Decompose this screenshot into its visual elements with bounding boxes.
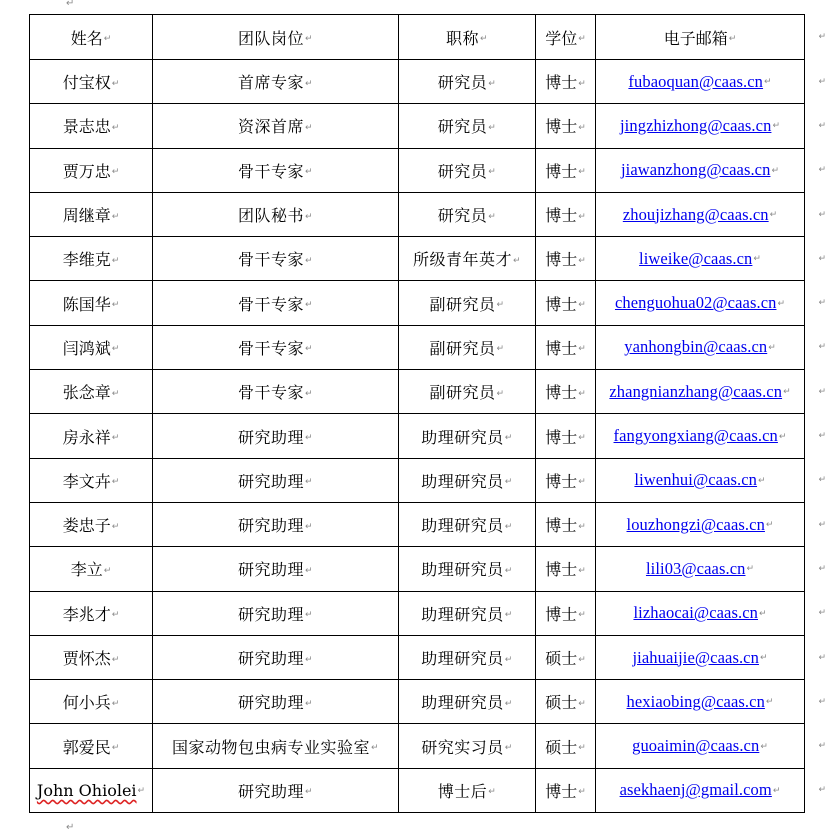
- email-link[interactable]: liwenhui@caas.cn: [634, 470, 758, 490]
- cell-degree: 博士↵: [536, 370, 596, 414]
- email-link[interactable]: chenguohua02@caas.cn: [614, 293, 777, 313]
- cell-name: 贾万忠↵: [30, 148, 153, 192]
- header-role: 团队岗位↵: [153, 15, 399, 60]
- email-link[interactable]: fangyongxiang@caas.cn: [613, 426, 778, 446]
- cell-role: 首席专家↵: [153, 60, 399, 104]
- cell-title: 研究实习员↵: [399, 724, 536, 768]
- cell-email: lizhaocai@caas.cn↵ ↵: [596, 591, 805, 635]
- email-link[interactable]: louzhongzi@caas.cn: [626, 514, 765, 534]
- table-row: [30, 148, 805, 192]
- cell-name: 李兆才↵: [30, 591, 153, 635]
- staff-table: [29, 14, 826, 813]
- table-row: [30, 458, 805, 502]
- table-row: [30, 502, 805, 546]
- cell-degree: 博士↵: [536, 547, 596, 591]
- header-degree: 学位↵: [536, 15, 596, 60]
- paragraph-mark: ↵: [66, 0, 75, 9]
- cell-degree: 博士↵: [536, 414, 596, 458]
- cell-title: 博士后↵: [399, 768, 536, 812]
- cell-title: 助理研究员↵: [399, 502, 536, 546]
- email-link[interactable]: hexiaobing@caas.cn: [626, 691, 765, 711]
- cell-degree: 博士↵: [536, 60, 596, 104]
- cell-title: 所级青年英才↵: [399, 237, 536, 281]
- table-row: [30, 635, 805, 679]
- table-row: [30, 325, 805, 369]
- cell-name: 何小兵↵: [30, 680, 153, 724]
- cell-role: 团队秘书↵: [153, 192, 399, 236]
- email-link[interactable]: zhangnianzhang@caas.cn: [609, 381, 783, 401]
- cell-degree: 博士↵: [536, 192, 596, 236]
- cell-title: 研究员↵: [399, 60, 536, 104]
- table-header-row: [30, 15, 805, 60]
- cell-name: 付宝权↵: [30, 60, 153, 104]
- table-row: [30, 281, 805, 325]
- cell-email: asekhaenj@gmail.com↵ ↵: [596, 768, 805, 812]
- cell-degree: 博士↵: [536, 237, 596, 281]
- table-row: [30, 60, 805, 104]
- cell-role: 骨干专家↵: [153, 370, 399, 414]
- cell-degree: 博士↵: [536, 281, 596, 325]
- cell-email: louzhongzi@caas.cn↵ ↵: [596, 502, 805, 546]
- email-link[interactable]: lili03@caas.cn: [645, 558, 746, 578]
- cell-title: 研究员↵: [399, 148, 536, 192]
- table-row: [30, 370, 805, 414]
- email-link[interactable]: zhoujizhang@caas.cn: [622, 204, 769, 224]
- cell-degree: 博士↵: [536, 148, 596, 192]
- cell-title: 研究员↵: [399, 192, 536, 236]
- cell-role: 骨干专家↵: [153, 281, 399, 325]
- email-link[interactable]: guoaimin@caas.cn: [632, 736, 760, 756]
- cell-email: fubaoquan@caas.cn↵ ↵: [596, 60, 805, 104]
- cell-email: guoaimin@caas.cn↵ ↵: [596, 724, 805, 768]
- cell-degree: 博士↵: [536, 325, 596, 369]
- cell-role: 研究助理↵: [153, 458, 399, 502]
- cell-email: jiawanzhong@caas.cn↵ ↵: [596, 148, 805, 192]
- email-link[interactable]: jiawanzhong@caas.cn: [620, 160, 771, 180]
- cell-role: 研究助理↵: [153, 768, 399, 812]
- cell-email: zhoujizhang@caas.cn↵ ↵: [596, 192, 805, 236]
- cell-email: zhangnianzhang@caas.cn↵ ↵: [596, 370, 805, 414]
- cell-name: 景志忠↵: [30, 104, 153, 148]
- cell-name: 娄忠子↵: [30, 502, 153, 546]
- paragraph-mark: ↵: [66, 822, 75, 833]
- cell-role: 研究助理↵: [153, 502, 399, 546]
- cell-degree: 硕士↵: [536, 680, 596, 724]
- cell-degree: 硕士↵: [536, 724, 596, 768]
- email-link[interactable]: lizhaocai@caas.cn: [633, 603, 758, 623]
- cell-name: 李维克↵: [30, 237, 153, 281]
- email-link[interactable]: liweike@caas.cn: [639, 248, 753, 268]
- cell-name: 陈国华↵: [30, 281, 153, 325]
- cell-role: 研究助理↵: [153, 414, 399, 458]
- cell-title: 助理研究员↵: [399, 458, 536, 502]
- table-row: [30, 680, 805, 724]
- table-row: [30, 237, 805, 281]
- table-row: [30, 724, 805, 768]
- header-name: 姓名↵: [30, 15, 153, 60]
- cell-email: liweike@caas.cn↵ ↵: [596, 237, 805, 281]
- cell-email: jingzhizhong@caas.cn↵ ↵: [596, 104, 805, 148]
- cell-title: 助理研究员↵: [399, 591, 536, 635]
- cell-email: lili03@caas.cn↵ ↵: [596, 547, 805, 591]
- header-email: 电子邮箱↵ ↵: [596, 15, 805, 60]
- cell-degree: 博士↵: [536, 104, 596, 148]
- cell-name: 郭爱民↵: [30, 724, 153, 768]
- cell-role: 研究助理↵: [153, 680, 399, 724]
- cell-name: 李立↵: [30, 547, 153, 591]
- cell-name: 贾怀杰↵: [30, 635, 153, 679]
- cell-title: 副研究员↵: [399, 370, 536, 414]
- cell-title: 助理研究员↵: [399, 414, 536, 458]
- cell-degree: 博士↵: [536, 458, 596, 502]
- cell-email: hexiaobing@caas.cn↵ ↵: [596, 680, 805, 724]
- cell-name: 张念章↵: [30, 370, 153, 414]
- cell-title: 副研究员↵: [399, 281, 536, 325]
- cell-name: 闫鸿斌↵: [30, 325, 153, 369]
- cell-role: 骨干专家↵: [153, 237, 399, 281]
- table-row: [30, 547, 805, 591]
- cell-title: 副研究员↵: [399, 325, 536, 369]
- cell-role: 骨干专家↵: [153, 325, 399, 369]
- cell-name: 李文卉↵: [30, 458, 153, 502]
- cell-role: 国家动物包虫病专业实验室↵: [153, 724, 399, 768]
- email-link[interactable]: yanhongbin@caas.cn: [624, 337, 768, 357]
- cell-email: fangyongxiang@caas.cn↵ ↵: [596, 414, 805, 458]
- cell-email: chenguohua02@caas.cn↵ ↵: [596, 281, 805, 325]
- cell-title: 助理研究员↵: [399, 680, 536, 724]
- cell-email: yanhongbin@caas.cn↵ ↵: [596, 325, 805, 369]
- email-link[interactable]: jiahuaijie@caas.cn: [632, 647, 759, 667]
- cell-name: John Ohiolei↵: [30, 768, 153, 812]
- email-link[interactable]: jingzhizhong@caas.cn: [620, 115, 772, 135]
- cell-degree: 硕士↵: [536, 635, 596, 679]
- table-row: [30, 591, 805, 635]
- header-title: 职称↵: [399, 15, 536, 60]
- cell-name: 房永祥↵: [30, 414, 153, 458]
- cell-email: jiahuaijie@caas.cn↵ ↵: [596, 635, 805, 679]
- cell-title: 助理研究员↵: [399, 547, 536, 591]
- cell-degree: 博士↵: [536, 502, 596, 546]
- cell-title: 助理研究员↵: [399, 635, 536, 679]
- cell-title: 研究员↵: [399, 104, 536, 148]
- table-row: [30, 104, 805, 148]
- cell-role: 研究助理↵: [153, 547, 399, 591]
- email-link[interactable]: fubaoquan@caas.cn: [628, 71, 764, 91]
- cell-degree: 博士↵: [536, 768, 596, 812]
- cell-role: 研究助理↵: [153, 591, 399, 635]
- table-row: [30, 192, 805, 236]
- cell-degree: 博士↵: [536, 591, 596, 635]
- table-row: [30, 414, 805, 458]
- cell-role: 研究助理↵: [153, 635, 399, 679]
- email-link[interactable]: asekhaenj@gmail.com: [619, 780, 772, 800]
- cell-role: 资深首席↵: [153, 104, 399, 148]
- cell-name: 周继章↵: [30, 192, 153, 236]
- cell-email: liwenhui@caas.cn↵ ↵: [596, 458, 805, 502]
- table-row: [30, 768, 805, 812]
- cell-role: 骨干专家↵: [153, 148, 399, 192]
